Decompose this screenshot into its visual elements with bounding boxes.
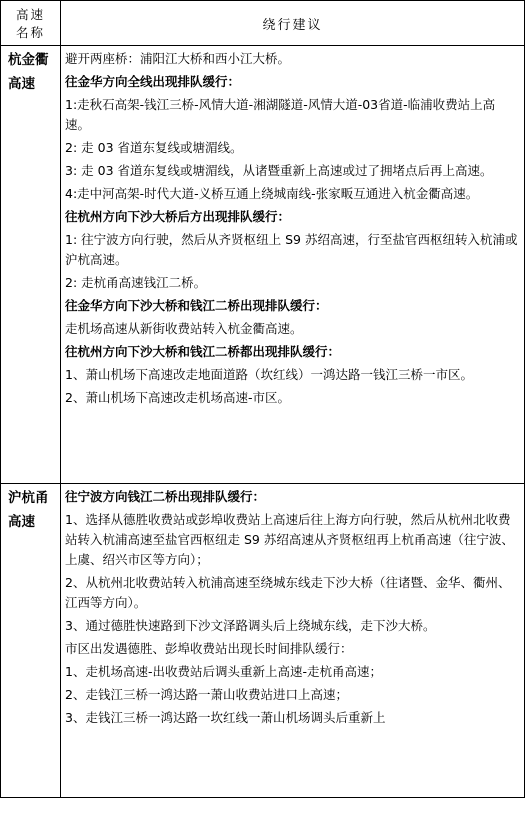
advice-paragraph: 1、萧山机场下高速改走地面道路（坎红线）一鸿达路一钱江三桥一市区。: [65, 367, 473, 382]
road-name-line1: 杭金衢: [8, 52, 49, 68]
advice-paragraph: 3: 走 03 省道东复线或塘湄线，从诸暨重新上高速或过了拥堵点后再上高速。: [65, 163, 493, 178]
header-road-name-line2: 名称: [15, 25, 45, 40]
advice-paragraph: 3、通过德胜快速路到下沙文泽路调头后上绕城东线，走下沙大桥。: [65, 618, 436, 633]
road-name-line2: 高速: [8, 76, 35, 92]
advice-heading: 往金华方向下沙大桥和钱江二桥出现排队缓行：: [65, 298, 328, 313]
table-row: [1, 484, 525, 798]
header-row: [1, 1, 525, 46]
road-name-line1: 沪杭甬: [8, 490, 49, 506]
advice-paragraph: 2: 走杭甬高速钱江二桥。: [65, 275, 207, 290]
road-name-cell: [1, 46, 61, 484]
advice-paragraph: 走机场高速从新街收费站转入杭金衢高速。: [65, 321, 303, 336]
header-road-name: [1, 1, 61, 46]
header-road-name-line1: 高速: [15, 7, 45, 22]
advice-heading: 往杭州方向下沙大桥和钱江二桥都出现排队缓行：: [65, 344, 341, 359]
advice-paragraph: 1、选择从德胜收费站或彭埠收费站上高速后往上海方向行驶，然后从杭州北收费站转入杭浦高速至盐官西枢纽走 S9 苏绍高速从齐贤枢纽再上杭甬高速（往宁波、上虞、绍兴市区等方向）；: [65, 512, 514, 567]
advice-paragraph: 市区出发遇德胜、彭埠收费站出现长时间排队缓行：: [65, 641, 353, 656]
advice-heading: 往金华方向全线出现排队缓行：: [65, 74, 241, 89]
advice-paragraph: 2: 走 03 省道东复线或塘湄线。: [65, 140, 243, 155]
advice-paragraph: 2、萧山机场下高速改走机场高速-市区。: [65, 390, 290, 405]
advice-paragraph: 避开两座桥：浦阳江大桥和西小江大桥。: [65, 51, 291, 66]
advice-paragraph: 3、走钱江三桥一鸿达路一坎红线一萧山机场调头后重新上: [65, 710, 386, 725]
table-row: [1, 46, 525, 484]
advice-paragraph: 4:走中河高架-时代大道-义桥互通上绕城南线-张家畈互通进入杭金衢高速。: [65, 186, 479, 201]
advice-cell: [61, 484, 525, 798]
advice-paragraph: 2、走钱江三桥一鸿达路一萧山收费站进口上高速；: [65, 687, 348, 702]
advice-cell: [61, 46, 525, 484]
advice-paragraph: 2、从杭州北收费站转入杭浦高速至绕城东线走下沙大桥（往诸暨、金华、衢州、江西等方向）。: [65, 575, 511, 610]
header-detour-advice: 绕行建议: [61, 1, 525, 46]
advice-paragraph: 1:走秋石高架-钱江三桥-风情大道-湘湖隧道-风情大道-03省道-临浦收费站上高速。: [65, 97, 496, 132]
advice-heading: 往宁波方向钱江二桥出现排队缓行：: [65, 489, 266, 504]
road-name-cell: [1, 484, 61, 798]
advice-paragraph: 1: 往宁波方向行驶，然后从齐贤枢纽上 S9 苏绍高速，行至盐官西枢纽转入杭浦或沪杭高速。: [65, 232, 518, 267]
advice-paragraph: 1、走机场高速-出收费站后调头重新上高速-走杭甬高速；: [65, 664, 382, 679]
advice-heading: 往杭州方向下沙大桥后方出现排队缓行：: [65, 209, 291, 224]
road-name-line2: 高速: [8, 514, 35, 530]
